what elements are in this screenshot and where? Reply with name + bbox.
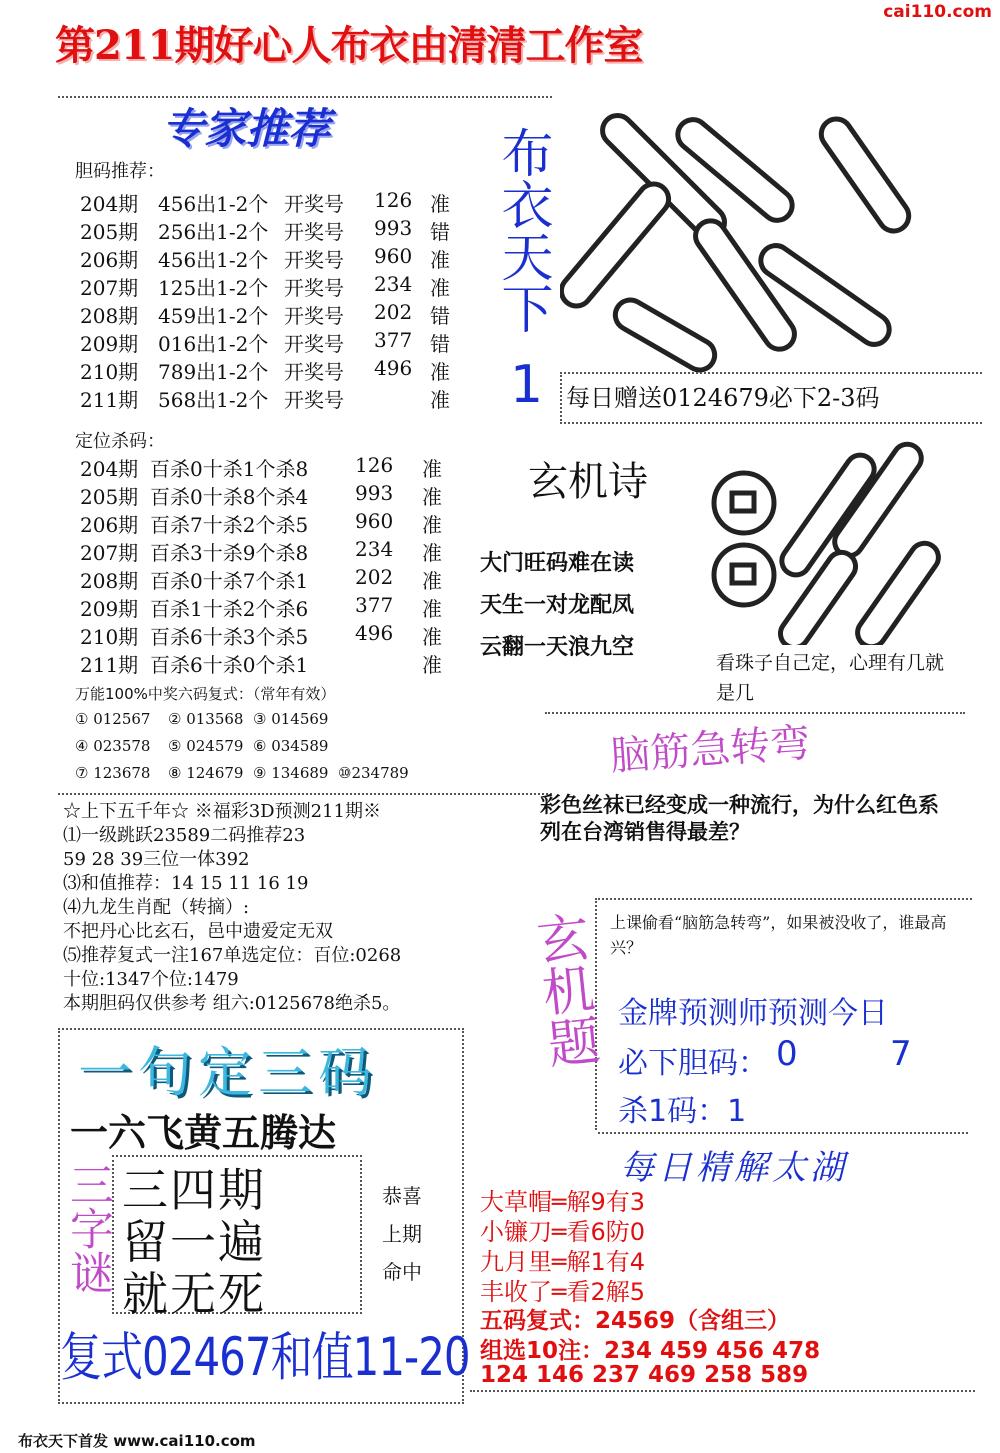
kill-pick: 百杀1十杀2个杀6: [150, 597, 309, 621]
kill-pick: 百杀0十杀1个杀8: [150, 457, 309, 481]
gold-kill: 杀1码：1: [618, 1094, 747, 1129]
kill-pick: 百杀0十杀8个杀4: [150, 485, 309, 509]
kill-pick: 百杀6十杀0个杀1: [150, 653, 309, 677]
dan-pick: 125出1-2个: [158, 276, 269, 300]
kill-period: 211期: [80, 653, 139, 677]
kill-number: 202: [355, 565, 394, 589]
riddle-line: 留一遍: [122, 1215, 266, 1269]
forecast-line: ⑶和值推荐：14 15 11 16 19: [63, 873, 309, 894]
poem-line: 云翻一天浪九空: [480, 635, 635, 660]
kill-result: 准: [422, 513, 442, 537]
kill-result: 准: [422, 457, 442, 481]
kill-number: 234: [355, 537, 394, 561]
dan-result: 准: [430, 248, 450, 272]
kill-number: 377: [355, 593, 394, 617]
combo-item: ⑩234789: [338, 764, 409, 782]
kill-period: 209期: [80, 597, 139, 621]
dan-result: 准: [430, 360, 450, 384]
dan-label: 胆码推荐：: [75, 161, 165, 182]
taihu-divider: [598, 1132, 968, 1134]
kill-number: 993: [355, 481, 394, 505]
forecast-line: ⑷九龙生肖配（转摘）:: [63, 897, 250, 918]
kill-result: 准: [422, 625, 442, 649]
taihu-line: 124 146 237 469 258 589: [480, 1362, 809, 1388]
kill-result: 准: [422, 653, 442, 677]
combo-item: ① 012567: [75, 710, 151, 728]
dan-period: 209期: [80, 332, 139, 356]
dan-pick: 568出1-2个: [158, 388, 269, 412]
combo-item: ⑥ 034589: [253, 737, 329, 755]
taihu-bottom: [470, 1390, 975, 1392]
gold-title: 金牌预测师预测今日: [618, 996, 888, 1031]
dan-kj: 开奖号: [284, 276, 344, 300]
kill-pick: 百杀0十杀7个杀1: [150, 569, 309, 593]
combo-item: ④ 023578: [75, 737, 151, 755]
daily-text: 每日赠送0124679必下2-3码: [566, 384, 880, 412]
combo-item: ⑧ 124679: [168, 764, 244, 782]
kill-period: 210期: [80, 625, 139, 649]
dan-result: 错: [430, 332, 450, 356]
dan-period: 206期: [80, 248, 139, 272]
riddle-label: 三字谜: [62, 1162, 113, 1294]
sentence-title: 一句定三码: [78, 1041, 378, 1104]
dan-result: 准: [430, 192, 450, 216]
dan-result: 错: [430, 304, 450, 328]
kill-period: 204期: [80, 457, 139, 481]
dan-period: 205期: [80, 220, 139, 244]
forecast-line: ⑴一级跳跃23589二码推荐23: [63, 825, 306, 846]
congrats-line: 命中: [382, 1260, 422, 1284]
dan-pick: 459出1-2个: [158, 304, 269, 328]
site-tag: cai110.com: [883, 2, 992, 22]
combo-item: ③ 014569: [253, 710, 329, 728]
dan-number: 234: [374, 272, 413, 296]
kill-number: 960: [355, 509, 394, 533]
brain-divider: [545, 712, 965, 714]
dan-period: 210期: [80, 360, 139, 384]
forecast-line: ☆上下五千年☆ ※福彩3D预测211期※: [63, 801, 381, 822]
taihu-line: 小镰刀═看6防0: [480, 1218, 645, 1246]
dan-number: 960: [374, 244, 413, 268]
kill-result: 准: [422, 569, 442, 593]
beads-illustration: [704, 425, 964, 645]
kill-period: 205期: [80, 485, 139, 509]
sentence-phrase: 一六飞黄五腾达: [70, 1111, 337, 1155]
buyi-title: 布衣天下: [492, 126, 552, 334]
expert-header: 专家推荐: [162, 104, 331, 153]
stick-7: [815, 113, 914, 237]
riddle-line: 三四期: [122, 1163, 266, 1217]
brain-title: 脑筋急转弯: [608, 720, 812, 780]
chopsticks-illustration: [560, 90, 945, 380]
dan-kj: 开奖号: [284, 304, 344, 328]
brain-question: 彩色丝袜已经变成一种流行，为什么红色系列在台湾销售得最差？: [540, 793, 939, 844]
poem-line: 天生一对龙配凤: [480, 593, 635, 618]
buyi-number: 1: [510, 355, 544, 415]
taihu-line: 丰收了═看2解5: [480, 1278, 645, 1306]
taihu-line: 五码复式：24569（含组三）: [480, 1308, 791, 1334]
dan-pick: 016出1-2个: [158, 332, 269, 356]
footer: 布衣天下首发 www.cai110.com: [18, 1432, 256, 1450]
dan-kj: 开奖号: [284, 332, 344, 356]
dan-number: 993: [374, 216, 413, 240]
kill-pick: 百杀3十杀9个杀8: [150, 541, 309, 565]
dan-kj: 开奖号: [284, 248, 344, 272]
kill-period: 208期: [80, 569, 139, 593]
xuanji-question: 上课偷看“脑筋急转弯”，如果被没收了，谁最高兴？: [610, 913, 947, 957]
dan-number: 496: [374, 356, 413, 380]
kill-pick: 百杀6十杀3个杀5: [150, 625, 309, 649]
forecast-line: ⑸推荐复式一注167单选定位：百位:0268: [63, 945, 402, 966]
forecast-line: 本期胆码仅供参考 组六:0125678绝杀5。: [63, 993, 401, 1014]
dan-period: 204期: [80, 192, 139, 216]
dan-pick: 456出1-2个: [158, 192, 269, 216]
kill-pick: 百杀7十杀2个杀5: [150, 513, 309, 537]
forecast-line: 不把丹心比玄石，邑中遗爱定无双: [63, 921, 333, 942]
kill-period: 207期: [80, 541, 139, 565]
kill-label: 定位杀码：: [75, 431, 165, 452]
combo-item: ② 013568: [168, 710, 244, 728]
dan-pick: 256出1-2个: [158, 220, 269, 244]
congrats-line: 上期: [382, 1222, 422, 1246]
combo-item: ⑤ 024579: [168, 737, 244, 755]
combo-label: 万能100%中奖六码复式：（常年有效）: [75, 685, 336, 703]
xuanji-title: 玄机题: [525, 909, 601, 1071]
combo-item: ⑦ 123678: [75, 764, 151, 782]
kill-number: 126: [355, 453, 394, 477]
dan-number: 126: [374, 188, 413, 212]
kill-result: 准: [422, 485, 442, 509]
congrats-line: 恭喜: [382, 1184, 422, 1208]
dan-number: 202: [374, 300, 413, 324]
kill-result: 准: [422, 541, 442, 565]
dan-result: 错: [430, 220, 450, 244]
dan-period: 211期: [80, 388, 139, 412]
kill-result: 准: [422, 597, 442, 621]
taihu-line: 大草帽═解9有3: [480, 1188, 645, 1216]
poem-line: 大门旺码难在读: [480, 551, 635, 576]
bead-4: [852, 538, 944, 645]
dan-pick: 456出1-2个: [158, 248, 269, 272]
kill-period: 206期: [80, 513, 139, 537]
combo-item: ⑨ 134689: [253, 764, 329, 782]
stick-2: [560, 178, 675, 312]
taihu-title: 每日精解太湖: [620, 1148, 848, 1188]
riddle-line: 就无死: [122, 1267, 266, 1321]
dan-kj: 开奖号: [284, 360, 344, 384]
combo-line: 复式02467和值11-20: [60, 1326, 470, 1388]
kill-number: 496: [355, 621, 394, 645]
forecast-line: 59 28 39三位一体392: [63, 849, 250, 870]
taihu-line: 组选10注：234 459 456 478: [480, 1338, 821, 1364]
dan-pick: 789出1-2个: [158, 360, 269, 384]
dan-period: 208期: [80, 304, 139, 328]
dan-result: 准: [430, 388, 450, 412]
taihu-line: 九月里═解1有4: [480, 1248, 645, 1276]
stick-6: [610, 295, 720, 376]
forecast-line: 十位:1347个位:1479: [63, 969, 239, 990]
page-title: 第211期好心人布衣由清清工作室: [55, 22, 643, 69]
poem-note: 看珠子自己定，心理有几就是几: [716, 652, 945, 704]
dan-number: 377: [374, 328, 413, 352]
dan-kj: 开奖号: [284, 220, 344, 244]
gold-dan-1: 0: [776, 1034, 798, 1074]
dan-kj: 开奖号: [284, 192, 344, 216]
dan-kj: 开奖号: [284, 388, 344, 412]
poem-title: 玄机诗: [528, 459, 648, 505]
gold-dan-2: 7: [890, 1034, 912, 1074]
gold-dan-label: 必下胆码：: [618, 1046, 768, 1081]
dan-period: 207期: [80, 276, 139, 300]
dan-result: 准: [430, 276, 450, 300]
